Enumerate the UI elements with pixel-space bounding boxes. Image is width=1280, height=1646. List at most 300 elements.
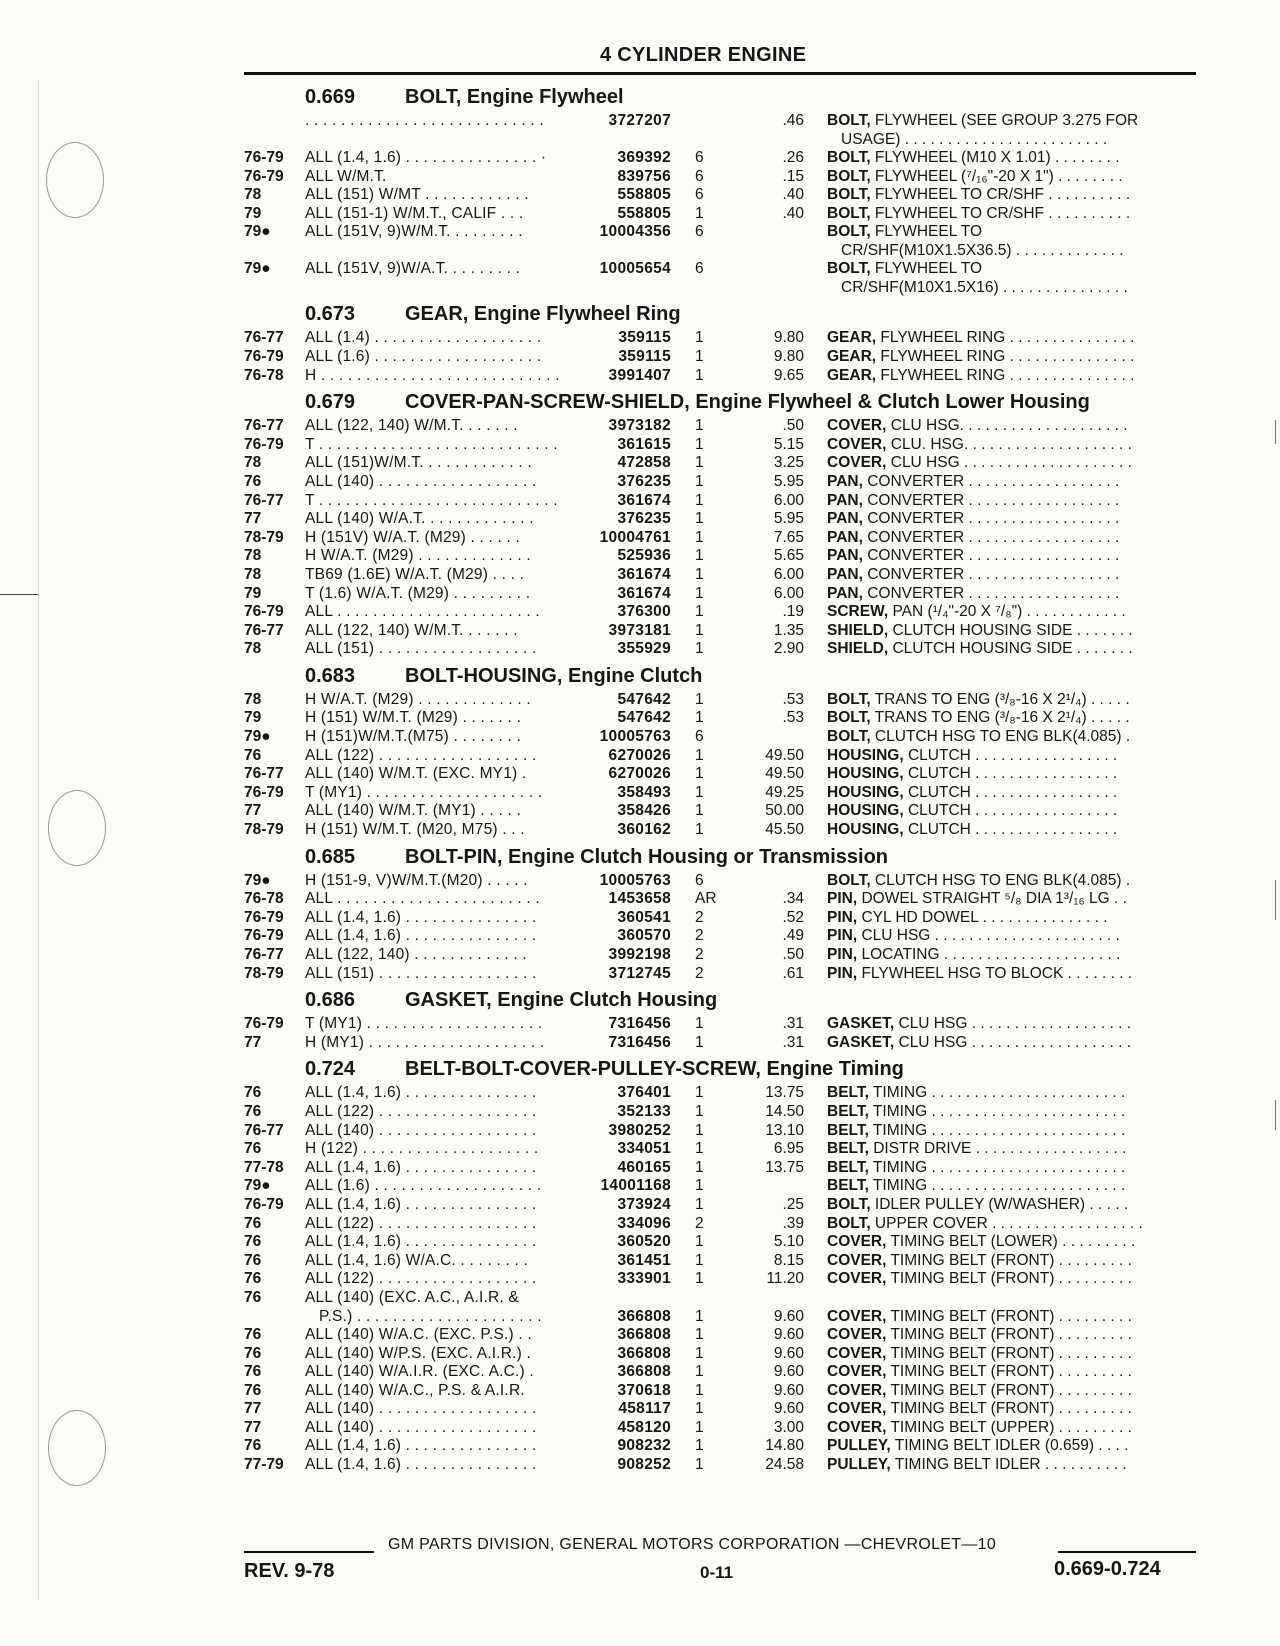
description-line <box>827 965 1132 982</box>
description-keyword: COVER, <box>827 454 887 472</box>
part-row <box>0 640 1280 659</box>
quantity: AR <box>695 890 717 908</box>
part-number: 10004356 <box>599 223 671 241</box>
description-line <box>827 1159 1125 1176</box>
part-row <box>0 547 1280 566</box>
description-keyword: BOLT, <box>827 709 871 727</box>
quantity: 1 <box>695 1418 704 1436</box>
description-keyword: COVER, <box>827 435 887 453</box>
part-row <box>0 260 1280 297</box>
description-line <box>827 436 1132 453</box>
model-years: 76 <box>244 1214 262 1232</box>
description-keyword: PAN, <box>827 547 863 565</box>
part-number: 1453658 <box>608 890 671 908</box>
description-text: TIMING . . . . . . . . . . . . . . . . . . . . . . . <box>868 1084 1126 1102</box>
price: 9.60 <box>773 1400 804 1418</box>
description-text: CLUTCH HSG TO ENG BLK(4.085) . <box>870 871 1131 889</box>
quantity: 1 <box>695 640 704 658</box>
part-number: 334096 <box>617 1214 671 1232</box>
part-row <box>0 510 1280 529</box>
description <box>827 112 1193 149</box>
part-row <box>0 454 1280 473</box>
description <box>827 965 1193 984</box>
description <box>827 1252 1193 1271</box>
price: 5.65 <box>773 547 804 565</box>
price: 9.60 <box>773 1307 804 1325</box>
part-number: 360162 <box>617 821 671 839</box>
description <box>827 510 1193 529</box>
description-text: CLU HSG . . . . . . . . . . . . . . . . . . . <box>894 1015 1132 1033</box>
price: 5.15 <box>773 435 804 453</box>
quantity: 1 <box>695 347 704 365</box>
description-keyword: COVER, <box>827 1344 887 1362</box>
quantity: 6 <box>695 186 704 204</box>
description-text: CONVERTER . . . . . . . . . . . . . . . . . . <box>862 547 1120 565</box>
description-keyword: PIN, <box>827 946 858 963</box>
description-keyword: BOLT, <box>827 167 871 185</box>
model-years: 76 <box>244 1344 262 1362</box>
part-number: 908252 <box>617 1456 671 1474</box>
description-line <box>827 149 1120 166</box>
description <box>827 367 1193 386</box>
description-keyword: PIN, <box>827 927 858 945</box>
part-row <box>0 1196 1280 1215</box>
part-number: 558805 <box>617 186 671 204</box>
part-number: 3980252 <box>608 1121 671 1139</box>
application-line: P.S.) . . . . . . . . . . . . . . . . . . . . . <box>319 1307 542 1325</box>
application: H (151-9, V)W/M.T.(M20) . . . . . <box>305 871 528 889</box>
description-line <box>827 909 1108 926</box>
part-number: 14001168 <box>600 1177 671 1195</box>
application: ALL (1.4, 1.6) . . . . . . . . . . . . . . . <box>305 1084 537 1102</box>
description-line <box>827 492 1119 509</box>
description-line <box>827 1233 1135 1250</box>
part-number: 373924 <box>617 1195 671 1213</box>
group-title: BOLT-PIN, Engine Clutch Housing or Transmission <box>405 845 888 868</box>
quantity: 1 <box>695 1233 704 1251</box>
part-number: 458117 <box>618 1400 671 1418</box>
section-heading <box>0 297 1280 329</box>
model-years: 76-77 <box>244 417 284 435</box>
description <box>827 492 1193 511</box>
description <box>827 709 1193 728</box>
description-line <box>827 417 1128 434</box>
description-text: CONVERTER . . . . . . . . . . . . . . . . . . <box>862 472 1120 490</box>
price: 9.65 <box>773 366 804 384</box>
quantity: 1 <box>695 603 704 621</box>
part-number: 7316456 <box>608 1015 671 1033</box>
price: .40 <box>782 186 804 204</box>
description <box>827 1270 1193 1289</box>
part-row <box>0 709 1280 728</box>
part-row <box>0 784 1280 803</box>
model-years: 79● <box>244 871 271 889</box>
part-number: 358426 <box>617 802 671 820</box>
description-text: TIMING BELT (LOWER) . . . . . . . . . <box>886 1233 1136 1251</box>
description-line <box>827 1140 1126 1157</box>
group-number: 0.673 <box>305 303 356 326</box>
description-line <box>827 112 1138 129</box>
part-number: 10005654 <box>599 260 671 278</box>
description-keyword: BOLT, <box>827 223 871 241</box>
part-row <box>0 348 1280 367</box>
model-years: 77 <box>244 1418 262 1436</box>
part-number: 10004761 <box>599 528 671 546</box>
model-years: 78 <box>244 186 262 204</box>
part-row <box>0 1400 1280 1419</box>
section-heading <box>0 80 1280 112</box>
part-row <box>0 622 1280 641</box>
description-line <box>827 529 1119 546</box>
description <box>827 747 1193 766</box>
description <box>827 329 1193 348</box>
price: .53 <box>782 690 804 708</box>
model-years: 79 <box>244 709 262 727</box>
description-keyword: GASKET, <box>827 1033 895 1051</box>
application: T . . . . . . . . . . . . . . . . . . . . . . . . . . . <box>305 491 558 509</box>
description <box>827 1456 1193 1475</box>
part-row <box>0 909 1280 928</box>
quantity: 1 <box>695 1195 704 1213</box>
model-years: 76 <box>244 1381 262 1399</box>
header-rule <box>244 72 1196 75</box>
description <box>827 821 1193 840</box>
quantity: 1 <box>695 1015 704 1033</box>
price: 6.00 <box>773 565 804 583</box>
description <box>827 260 1193 297</box>
quantity: 1 <box>695 1121 704 1139</box>
quantity: 1 <box>695 783 704 801</box>
part-row <box>0 529 1280 548</box>
quantity: 1 <box>695 765 704 783</box>
application: ALL (140) W/A.C. (EXC. P.S.) . . <box>305 1325 532 1343</box>
application: ALL (122, 140) W/M.T. . . . . . . <box>305 417 518 435</box>
description-keyword: HOUSING, <box>827 783 904 801</box>
price: .31 <box>782 1015 804 1033</box>
footer-publisher: GM PARTS DIVISION, GENERAL MOTORS CORPORATION —CHEVROLET—10 <box>388 1536 997 1553</box>
description <box>827 1084 1193 1103</box>
quantity: 1 <box>695 472 704 490</box>
description-text: UPPER COVER . . . . . . . . . . . . . . . . . . <box>870 1214 1143 1232</box>
application: ALL (1.4, 1.6) W/A.C. . . . . . . . . <box>305 1251 529 1269</box>
catalog-section <box>0 659 1280 840</box>
description <box>827 1345 1193 1364</box>
description-text: DOWEL STRAIGHT ⁵/₈ DIA 1³/₁₆ LG . . <box>857 890 1127 908</box>
description-line <box>827 1103 1125 1120</box>
description <box>827 1233 1193 1252</box>
description-line <box>827 927 1120 944</box>
application: T (MY1) . . . . . . . . . . . . . . . . . . . . <box>305 783 543 801</box>
part-number: 3973182 <box>608 417 671 435</box>
description <box>827 728 1193 747</box>
description-keyword: PULLEY, <box>827 1437 891 1455</box>
part-row <box>0 1015 1280 1034</box>
application: ALL (1.6) . . . . . . . . . . . . . . . . . . . <box>305 347 542 365</box>
description <box>827 640 1193 659</box>
description <box>827 168 1193 187</box>
description-keyword: BOLT, <box>827 728 871 746</box>
part-row <box>0 802 1280 821</box>
description-line <box>827 821 1117 838</box>
part-row <box>0 728 1280 747</box>
quantity: 1 <box>695 547 704 565</box>
description-text: CONVERTER . . . . . . . . . . . . . . . . . . <box>862 491 1120 509</box>
part-row <box>0 691 1280 710</box>
part-row <box>0 872 1280 891</box>
description-keyword: PIN, <box>827 890 858 908</box>
group-title: BELT-BOLT-COVER-PULLEY-SCREW, Engine Timing <box>405 1058 904 1081</box>
price: 24.58 <box>765 1456 804 1474</box>
part-row <box>0 747 1280 766</box>
catalog-section <box>0 80 1280 297</box>
description-keyword: COVER, <box>827 1270 887 1288</box>
application: H (122) . . . . . . . . . . . . . . . . . . . . <box>305 1140 539 1158</box>
description-text: TIMING BELT (FRONT) . . . . . . . . . <box>886 1344 1132 1362</box>
quantity: 6 <box>695 728 704 746</box>
price: .26 <box>782 149 804 166</box>
price: .34 <box>782 890 804 908</box>
part-row <box>0 329 1280 348</box>
price: 9.60 <box>773 1381 804 1399</box>
application: ALL (151) . . . . . . . . . . . . . . . . . . <box>305 640 537 658</box>
model-years: 76 <box>244 1233 262 1251</box>
price: 6.00 <box>773 584 804 602</box>
description-text: CLUTCH . . . . . . . . . . . . . . . . . <box>903 783 1118 801</box>
part-row <box>0 223 1280 260</box>
description-line <box>827 709 1130 726</box>
part-row <box>0 168 1280 187</box>
description-line <box>827 1400 1132 1417</box>
application: ALL (151V, 9)W/M.T. . . . . . . . . <box>305 223 523 241</box>
description <box>827 946 1193 965</box>
description <box>827 1215 1193 1234</box>
price: 9.60 <box>773 1344 804 1362</box>
part-number: 908232 <box>617 1437 671 1455</box>
description-line <box>827 802 1117 819</box>
description-text: CONVERTER . . . . . . . . . . . . . . . . . . <box>862 510 1120 528</box>
description-text: CLU HSG . . . . . . . . . . . . . . . . . . . . . . <box>857 927 1120 945</box>
description-line <box>827 747 1117 764</box>
price: 14.80 <box>765 1437 804 1455</box>
description-text: TIMING BELT (FRONT) . . . . . . . . . <box>886 1363 1132 1381</box>
application: ALL (1.4, 1.6) . . . . . . . . . . . . . . . <box>305 1233 537 1251</box>
quantity: 6 <box>695 260 704 278</box>
description-text: TIMING . . . . . . . . . . . . . . . . . . . . . . . <box>868 1121 1126 1139</box>
description-text: FLYWHEEL RING . . . . . . . . . . . . . . . <box>876 329 1135 347</box>
application: ALL (1.6) . . . . . . . . . . . . . . . . . . . <box>305 1177 542 1195</box>
description-line <box>827 1308 1132 1325</box>
description-line <box>827 728 1130 745</box>
part-row <box>0 1289 1280 1326</box>
description <box>827 473 1193 492</box>
part-number: 360570 <box>617 927 671 945</box>
application: T . . . . . . . . . . . . . . . . . . . . . . . . . . . <box>305 435 558 453</box>
quantity: 2 <box>695 946 704 963</box>
description-line <box>827 691 1130 708</box>
part-number: 6270026 <box>608 765 671 783</box>
model-years: 78-79 <box>244 964 284 982</box>
group-title: BOLT-HOUSING, Engine Clutch <box>405 664 703 687</box>
group-title: GASKET, Engine Clutch Housing <box>405 989 718 1012</box>
quantity: 2 <box>695 908 704 926</box>
model-years: 78-79 <box>244 821 284 839</box>
price: 6.95 <box>773 1140 804 1158</box>
part-row <box>0 1103 1280 1122</box>
model-years: 77 <box>244 1033 262 1051</box>
part-number: 472858 <box>617 454 671 472</box>
quantity: 1 <box>695 454 704 472</box>
description-keyword: GASKET, <box>827 1015 895 1033</box>
description-text: TIMING BELT (FRONT) . . . . . . . . . <box>886 1307 1132 1325</box>
description-line <box>827 223 982 240</box>
part-row <box>0 1034 1280 1053</box>
description-text: TIMING . . . . . . . . . . . . . . . . . . . . . . . <box>868 1177 1126 1195</box>
application: ALL . . . . . . . . . . . . . . . . . . . . . . . <box>305 890 540 908</box>
description-text: CLU HSG . . . . . . . . . . . . . . . . . . . <box>894 1033 1132 1051</box>
catalog-section <box>0 983 1280 1052</box>
description-keyword: BELT, <box>827 1140 869 1158</box>
quantity: 1 <box>695 1456 704 1474</box>
description-text: FLYWHEEL HSG TO BLOCK . . . . . . . . <box>857 964 1133 982</box>
quantity: 6 <box>695 871 704 889</box>
price: 9.60 <box>773 1363 804 1381</box>
group-number: 0.724 <box>305 1058 356 1081</box>
application-line: ALL (140) (EXC. A.C., A.I.R. & <box>305 1288 519 1306</box>
description-line <box>827 1034 1131 1051</box>
application: ALL (1.4, 1.6) . . . . . . . . . . . . . . . <box>305 1195 537 1213</box>
description-keyword: HOUSING, <box>827 746 904 764</box>
part-row <box>0 417 1280 436</box>
application: H W/A.T. (M29) . . . . . . . . . . . . . <box>305 690 531 708</box>
part-number: 525936 <box>617 547 671 565</box>
application: ALL (1.4, 1.6) . . . . . . . . . . . . . . . <box>305 1437 537 1455</box>
part-number: 6270026 <box>608 746 671 764</box>
model-years: 76-79 <box>244 435 284 453</box>
model-years: 76 <box>244 1288 262 1306</box>
price: 13.75 <box>765 1158 804 1176</box>
part-number: 558805 <box>617 204 671 222</box>
description-text: CLUTCH HSG TO ENG BLK(4.085) . <box>870 728 1131 746</box>
page-number: 0-11 <box>700 1563 734 1582</box>
description-keyword: COVER, <box>827 1325 887 1343</box>
price: 3.25 <box>773 454 804 472</box>
application: H (151)W/M.T.(M75) . . . . . . . . <box>305 728 522 746</box>
description-line <box>827 784 1117 801</box>
quantity: 1 <box>695 1140 704 1158</box>
description <box>827 1177 1193 1196</box>
group-number: 0.683 <box>305 664 356 687</box>
part-row <box>0 1159 1280 1178</box>
description-text: CLUTCH . . . . . . . . . . . . . . . . . <box>903 746 1118 764</box>
description-keyword: SHIELD, <box>827 640 889 658</box>
application: ALL W/M.T. <box>305 167 387 185</box>
model-years: 79● <box>244 223 271 241</box>
part-row <box>0 1456 1280 1475</box>
quantity: 6 <box>695 149 704 166</box>
description-text: FLYWHEEL RING . . . . . . . . . . . . . . . <box>876 366 1135 384</box>
application: TB69 (1.6E) W/A.T. (M29) . . . . <box>305 565 525 583</box>
quantity: 1 <box>695 510 704 528</box>
description-keyword: HOUSING, <box>827 802 904 820</box>
part-number: 358493 <box>617 783 671 801</box>
model-years: 76 <box>244 1102 262 1120</box>
application: . . . . . . . . . . . . . . . . . . . . . . . . . . . <box>305 112 544 129</box>
application: ALL (151)W/M.T. . . . . . . . . . . . . <box>305 454 532 472</box>
price: .50 <box>782 946 804 963</box>
part-row <box>0 1177 1280 1196</box>
application: H W/A.T. (M29) . . . . . . . . . . . . . <box>305 547 531 565</box>
model-years: 76-79 <box>244 347 284 365</box>
model-years: 76 <box>244 1251 262 1269</box>
quantity: 1 <box>695 528 704 546</box>
part-number: 10005763 <box>599 871 671 889</box>
application: ALL (140) W/P.S. (EXC. A.I.R.) . <box>305 1344 532 1362</box>
part-row <box>0 1326 1280 1345</box>
model-years: 77 <box>244 510 262 528</box>
description-keyword: PAN, <box>827 491 863 509</box>
part-number: 361674 <box>617 491 671 509</box>
part-row <box>0 1140 1280 1159</box>
part-row <box>0 492 1280 511</box>
description-text: CLU HSG. . . . . . . . . . . . . . . . . . . . <box>886 417 1128 435</box>
price: .40 <box>782 204 804 222</box>
description-line <box>827 1363 1132 1380</box>
price: 49.50 <box>765 746 804 764</box>
description <box>827 1308 1193 1327</box>
price: 1.35 <box>773 621 804 639</box>
description <box>827 417 1193 436</box>
description <box>827 585 1193 604</box>
price: 2.90 <box>773 640 804 658</box>
description <box>827 547 1193 566</box>
description-text: FLYWHEEL (⁷/₁₆"-20 X 1") . . . . . . . . <box>870 167 1123 185</box>
description-keyword: SCREW, <box>827 603 889 621</box>
description <box>827 1400 1193 1419</box>
quantity: 1 <box>695 621 704 639</box>
description-keyword: PAN, <box>827 565 863 583</box>
application: ALL (1.4, 1.6) . . . . . . . . . . . . . . . <box>305 927 537 945</box>
model-years: 77 <box>244 802 262 820</box>
description-text: CYL HD DOWEL . . . . . . . . . . . . . . . <box>857 908 1108 926</box>
application: ALL (140) W/A.T. . . . . . . . . . . . . <box>305 510 534 528</box>
part-number: 366808 <box>617 1344 671 1362</box>
description-text: FLYWHEEL (M10 X 1.01) . . . . . . . . <box>870 149 1120 166</box>
description <box>827 454 1193 473</box>
price: 5.95 <box>773 472 804 490</box>
description <box>827 1015 1193 1034</box>
application: T (MY1) . . . . . . . . . . . . . . . . . . . . <box>305 1015 543 1033</box>
part-row <box>0 765 1280 784</box>
part-number: 7316456 <box>608 1033 671 1051</box>
part-row <box>0 1233 1280 1252</box>
description-keyword: COVER, <box>827 1363 887 1381</box>
part-number: 376401 <box>617 1084 671 1102</box>
quantity: 6 <box>695 223 704 241</box>
quantity: 1 <box>695 1437 704 1455</box>
description <box>827 622 1193 641</box>
description-line <box>827 603 1126 620</box>
quantity: 6 <box>695 167 704 185</box>
application: ALL (151V, 9)W/A.T. . . . . . . . . <box>305 260 521 278</box>
description <box>827 1382 1193 1401</box>
quantity: 2 <box>695 964 704 982</box>
price: 3.00 <box>773 1418 804 1436</box>
price: .50 <box>782 417 804 435</box>
part-number: 360520 <box>617 1233 671 1251</box>
part-row <box>0 1382 1280 1401</box>
description-keyword: COVER, <box>827 1307 887 1325</box>
footer-rule <box>1058 1551 1196 1553</box>
